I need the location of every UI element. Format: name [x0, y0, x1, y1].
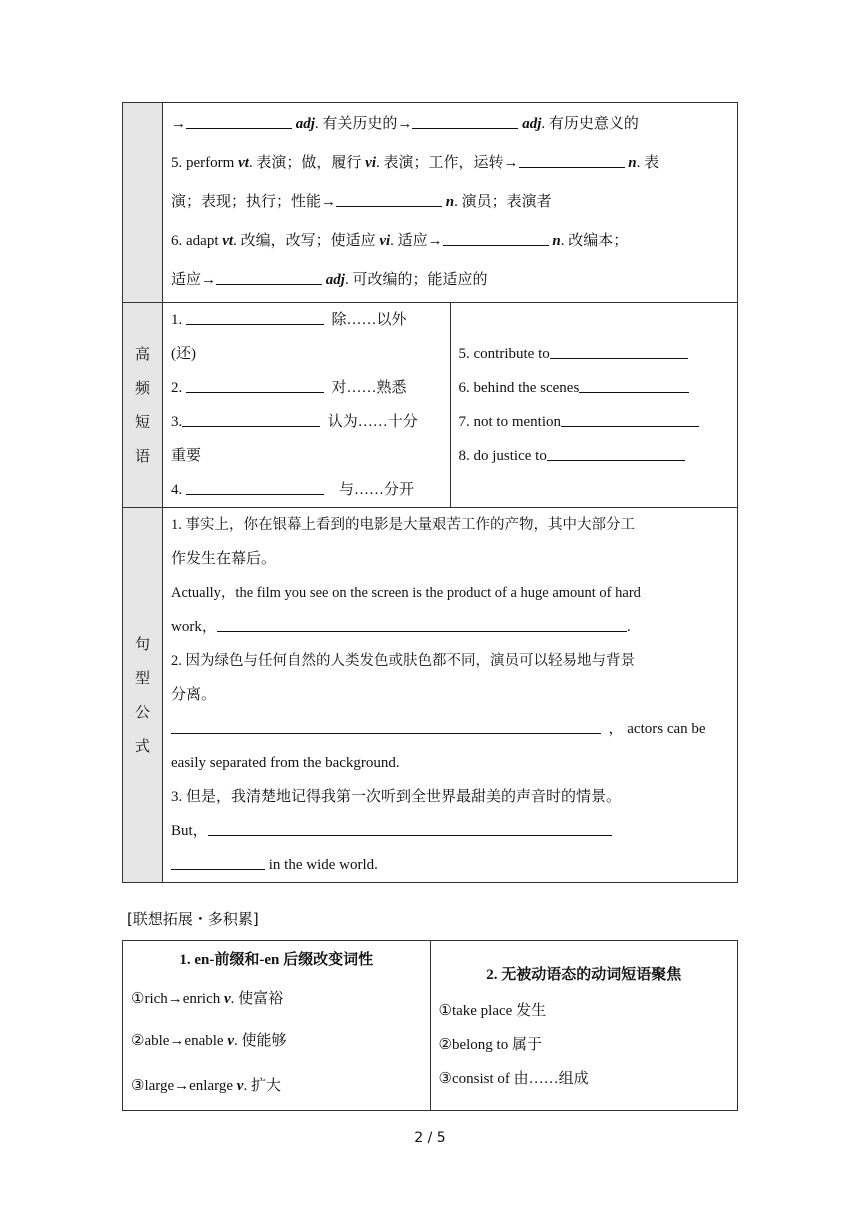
sentences-row — [123, 508, 738, 883]
sentence-3-en-b: in the wide world. — [163, 848, 737, 882]
sentences-side-label: 句 型 公 式 — [123, 508, 163, 883]
blank — [208, 821, 612, 836]
blank — [182, 412, 320, 427]
sentence-1-en-b: work， . — [171, 619, 631, 635]
page-number: 2 / 5 — [414, 1130, 446, 1146]
phrase-item-7: 7. not to mention — [451, 405, 738, 439]
phrase-item-2: 2. 对……熟悉 — [171, 380, 407, 396]
assoc-left-title: 1. en-前缀和-en 后缀改变词性 — [179, 952, 374, 968]
sentence-2-en-b: easily separated from the background. — [171, 755, 400, 771]
assoc-right-item-3: ③consist of 由……组成 — [438, 1070, 589, 1087]
assoc-left-item-1: ①rich→enrich v. 使富裕 — [131, 991, 284, 1007]
blank — [519, 153, 625, 168]
assoc-right-item-2: ②belong to 属于 — [438, 1036, 542, 1053]
blank — [550, 344, 688, 359]
word-line-2: 5. perform vt. 表演；做，履行 vi. 表演；工作，运转→ n. 表 — [171, 155, 660, 171]
sentences-cell — [163, 508, 738, 883]
sentence-2-cn-b: 分离。 — [171, 687, 217, 703]
assoc-right-item-1: ①take place 发生 — [438, 1002, 547, 1019]
blank — [579, 378, 689, 393]
phrase-item-3-cont: 重要 — [171, 448, 202, 464]
phrase-item-6: 6. behind the scenes — [451, 371, 738, 405]
blank — [336, 192, 442, 207]
sentence-1-en-a: Actually，the film you see on the screen is the product of a huge amount of hard — [171, 585, 641, 601]
word-forms-row — [123, 103, 738, 303]
phrase-item-5: 5. contribute to — [451, 337, 738, 371]
blank — [186, 378, 324, 393]
word-forms-cell — [163, 103, 738, 303]
section-title: [联想拓展・多积累] — [127, 910, 259, 928]
phrase-item-8: 8. do justice to — [451, 439, 738, 473]
assoc-left-item-3: ③large→enlarge v. 扩大 — [131, 1078, 281, 1094]
blank — [443, 231, 549, 246]
phrases-row — [123, 303, 738, 508]
blank — [171, 719, 601, 734]
blank — [561, 412, 699, 427]
word-line-3: 演；表现；执行；性能→ n. 演员；表演者 — [171, 194, 552, 210]
phrase-item-1: 1. 除……以外 — [171, 312, 407, 328]
phrase-item-4: 4. 与……分开 — [171, 482, 415, 498]
assoc-right-cell — [430, 941, 738, 1111]
blank — [547, 446, 685, 461]
phrases-side-label: 高 频 短 语 — [123, 303, 163, 508]
phrase-item-1-cont: (还) — [171, 346, 196, 362]
sentence-2-cn-a: 2. 因为绿色与任何自然的人类发色或肤色都不同，演员可以轻易地与背景 — [171, 653, 635, 669]
sentence-2-en-a: ， actors can be — [163, 712, 737, 746]
word-line-5: 适应→ adj. 可改编的；能适应的 — [171, 272, 488, 288]
blank — [171, 855, 265, 870]
word-line-4: 6. adapt vt. 改编，改写；使适应 vi. 适应→ n. 改编本； — [171, 233, 629, 249]
blank — [186, 114, 292, 129]
sentence-3-en-a: But， — [163, 814, 737, 848]
sentence-3-cn: 3. 但是，我清楚地记得我第一次听到全世界最甜美的声音时的情景。 — [171, 789, 622, 805]
assoc-left-cell — [123, 941, 431, 1111]
blank — [412, 114, 518, 129]
blank — [217, 617, 627, 632]
blank — [186, 310, 324, 325]
assoc-right-title: 2. 无被动语态的动词短语聚焦 — [486, 966, 682, 983]
side-cell-blank — [123, 103, 163, 303]
word-line-1: → adj. 有关历史的→ adj. 有历史意义的 — [171, 116, 639, 132]
assoc-left-item-2: ②able→enable v. 使能够 — [131, 1033, 287, 1049]
blank — [186, 480, 324, 495]
association-table — [122, 940, 738, 1111]
phrases-left-cell — [163, 303, 451, 508]
phrase-item-3: 3. 认为……十分 — [171, 414, 418, 430]
sentence-1-cn-a: 1. 事实上，你在银幕上看到的电影是大量艰苦工作的产物，其中大部分工 — [171, 517, 635, 533]
vocab-table — [122, 102, 738, 883]
phrases-right-cell — [450, 303, 738, 508]
blank — [216, 270, 322, 285]
sentence-1-cn-b: 作发生在幕后。 — [171, 551, 277, 567]
